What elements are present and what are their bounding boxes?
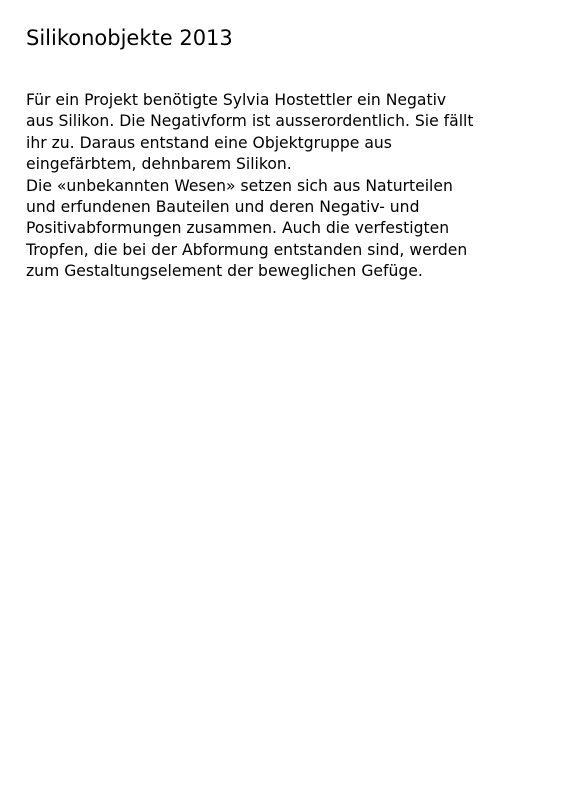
page-title: Silikonobjekte 2013 <box>26 26 233 50</box>
text-line: Tropfen, die bei der Abformung entstanden sind, werden <box>26 240 468 259</box>
text-line: aus Silikon. Die Negativform ist ausserordentlich. Sie fällt <box>26 112 474 131</box>
text-line: eingefärbtem, dehnbarem Silikon. <box>26 155 292 174</box>
text-line: und erfundenen Bauteilen und deren Negativ- und <box>26 198 420 217</box>
document-page <box>26 24 546 283</box>
text-line: ihr zu. Daraus entstand eine Objektgruppe aus <box>26 133 392 152</box>
description-text <box>26 90 546 283</box>
text-line: Für ein Projekt benötigte Sylvia Hostettler ein Negativ <box>26 91 447 109</box>
text-line: Die «unbekannten Wesen» setzen sich aus Naturteilen <box>26 176 453 195</box>
text-line: zum Gestaltungselement der beweglichen Gefüge. <box>26 262 423 281</box>
text-line: Positivabformungen zusammen. Auch die verfestigten <box>26 219 450 238</box>
